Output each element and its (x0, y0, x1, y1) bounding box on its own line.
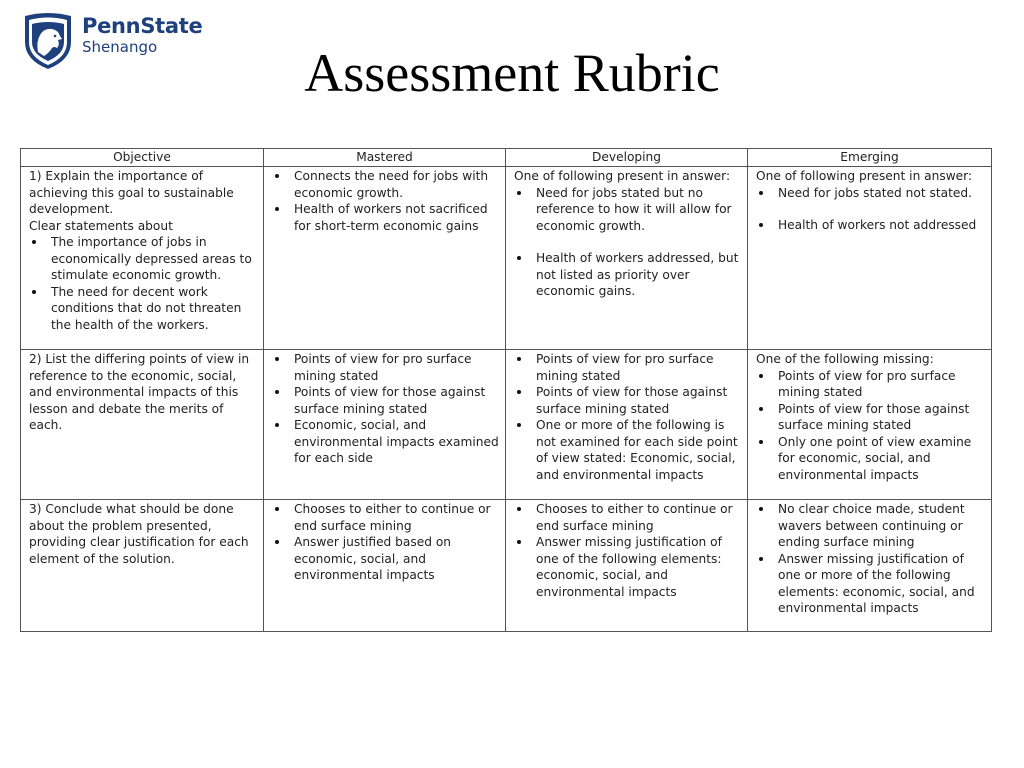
table-row (21, 350, 992, 500)
objective-text: 1) Explain the importance of achieving this goal to sustainable development. (29, 169, 234, 216)
list-item: Points of view for pro surface mining stated (756, 368, 985, 401)
list-item: Chooses to either to continue or end surface mining (514, 501, 741, 534)
list-item: Answer missing justification of one of the following elements: economic, social, and environmental impacts (514, 534, 741, 600)
cell-intro: One of following present in answer: (756, 169, 973, 183)
list-item: Answer justified based on economic, social, and environmental impacts (272, 534, 499, 584)
list-item: Health of workers not sacrificed for short-term economic gains (272, 201, 499, 234)
mastered-cell (264, 167, 506, 350)
list-item: The importance of jobs in economically depressed areas to stimulate economic growth. (29, 234, 257, 284)
logo-university-name: PennState (82, 14, 203, 38)
list-item: Health of workers addressed, but not listed as priority over economic gains. (514, 250, 741, 300)
list-item: No clear choice made, student wavers between continuing or ending surface mining (756, 501, 985, 551)
header-emerging: Emerging (748, 149, 992, 167)
objective-text: 3) Conclude what should be done about the problem presented, providing clear justification for each element of the solution. (29, 502, 249, 566)
header-mastered: Mastered (264, 149, 506, 167)
list-item: Points of view for those against surface mining stated (756, 401, 985, 434)
table-header-row (21, 149, 992, 167)
list-item: Health of workers not addressed (756, 217, 985, 234)
list-item: The need for decent work conditions that do not threaten the health of the workers. (29, 284, 257, 334)
objective-text: 2) List the differing points of view in reference to the economic, social, and environmental impacts of this lesson and debate the merits of each. (29, 352, 250, 432)
list-item: Only one point of view examine for economic, social, and environmental impacts (756, 434, 985, 484)
header-objective: Objective (21, 149, 264, 167)
list-item: One or more of the following is not examined for each side point of view stated: Economic, social, and environmental impacts (514, 417, 741, 483)
page-title: Assessment Rubric (304, 43, 720, 103)
objective-cell (21, 350, 264, 500)
bullet-list (756, 368, 985, 484)
list-item: Chooses to either to continue or end surface mining (272, 501, 499, 534)
bullet-list (514, 185, 741, 300)
table-row (21, 167, 992, 350)
bullet-list (514, 501, 741, 600)
table-row (21, 500, 992, 632)
header-developing: Developing (506, 149, 748, 167)
emerging-cell (748, 500, 992, 632)
list-item: Answer missing justification of one or more of the following elements: economic, social, and environmental impacts (756, 551, 985, 617)
list-item: Economic, social, and environmental impacts examined for each side (272, 417, 499, 467)
objective-cell (21, 500, 264, 632)
objective-subtext: Clear statements about (29, 218, 173, 233)
rubric-table (20, 148, 992, 632)
developing-cell (506, 500, 748, 632)
objective-cell (21, 167, 264, 350)
list-item: Points of view for those against surface mining stated (272, 384, 499, 417)
bullet-list (272, 168, 499, 234)
bullet-list (756, 185, 985, 234)
logo-campus-name: Shenango (82, 38, 158, 56)
bullet-list (756, 501, 985, 617)
bullet-list (272, 501, 499, 584)
mastered-cell (264, 350, 506, 500)
list-item: Points of view for pro surface mining stated (514, 351, 741, 384)
bullet-list (514, 351, 741, 483)
list-item: Need for jobs stated but no reference to how it will allow for economic growth. (514, 185, 741, 235)
bullet-list (29, 234, 257, 333)
developing-cell (506, 167, 748, 350)
list-item: Need for jobs stated not stated. (756, 185, 985, 202)
bullet-list (272, 351, 499, 467)
developing-cell (506, 350, 748, 500)
emerging-cell (748, 167, 992, 350)
cell-intro: One of following present in answer: (514, 169, 731, 183)
cell-intro: One of the following missing: (756, 352, 934, 366)
list-item: Points of view for pro surface mining stated (272, 351, 499, 384)
mastered-cell (264, 500, 506, 632)
list-item: Points of view for those against surface mining stated (514, 384, 741, 417)
emerging-cell (748, 350, 992, 500)
list-item: Connects the need for jobs with economic growth. (272, 168, 499, 201)
